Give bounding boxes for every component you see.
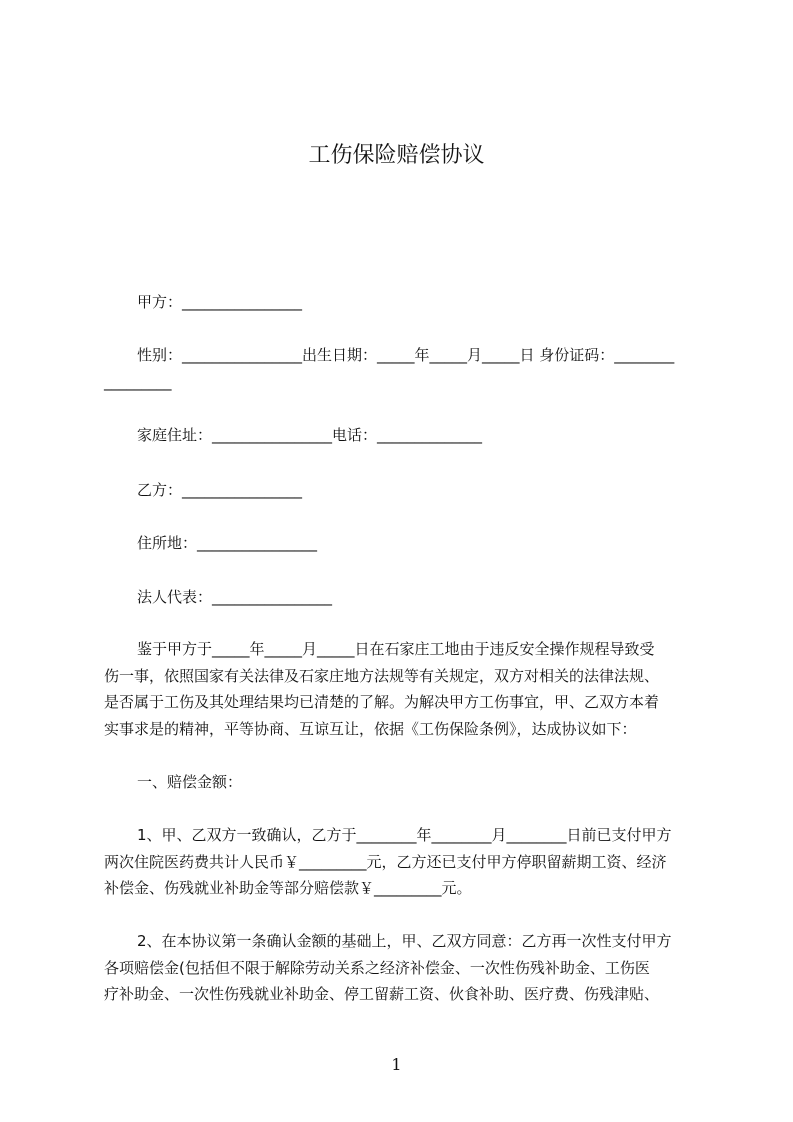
legal-representative-line: 法人代表：________________ [137, 588, 333, 606]
clause-2-line-1: 2、在本协议第一条确认金额的基础上，甲、乙双方同意：乙方再一次性支付甲方 [137, 932, 672, 950]
preamble-line-2: 伤一事，依照国家有关法律及石家庄地方法规等有关规定，双方对相关的法律法规、 [104, 667, 660, 685]
id-continued-line: _________ [104, 373, 172, 391]
clause-1-line-3: 补偿金、伤残就业补助金等部分赔偿款￥_________元。 [104, 879, 472, 897]
clause-2-line-2: 各项赔偿金(包括但不限于解除劳动关系之经济补偿金、一次性伤残补助金、工伤医 [104, 959, 650, 977]
section-1-heading: 一、赔偿金额： [137, 773, 243, 791]
home-address-phone-line: 家庭住址：________________电话：______________ [137, 426, 483, 444]
page-number: 1 [391, 1055, 402, 1074]
preamble-line-3: 是否属于工伤及其处理结果均已清楚的了解。为解决甲方工伤事宜，甲、乙双方本着 [104, 693, 660, 711]
document-title: 工伤保险赔偿协议 [308, 143, 485, 168]
clause-2-line-3: 疗补助金、一次性伤残就业补助金、停工留薪工资、伙食补助、医疗费、伤残津贴、 [104, 985, 660, 1003]
residence-line: 住所地：________________ [137, 534, 318, 552]
clause-1-line-2: 两次住院医药费共计人民币￥_________元，乙方还已支付甲方停职留薪期工资、经济 [104, 853, 667, 871]
preamble-line-4: 实事求是的精神，平等协商、互谅互让，依据《工伤保险条例》，达成协议如下： [104, 720, 637, 738]
party-a-line: 甲方：________________ [137, 293, 303, 311]
gender-birth-id-line: 性别：________________出生日期：_____年_____月_____日 身份证码：________ [137, 346, 675, 364]
preamble-line-1: 鉴于甲方于_____年_____月_____日在石家庄工地由于违反安全操作规程导致受 [137, 640, 655, 658]
clause-1-line-1: 1、甲、乙双方一致确认，乙方于________年________月________日前已支付甲方 [137, 826, 672, 844]
party-b-line: 乙方：________________ [137, 481, 303, 499]
